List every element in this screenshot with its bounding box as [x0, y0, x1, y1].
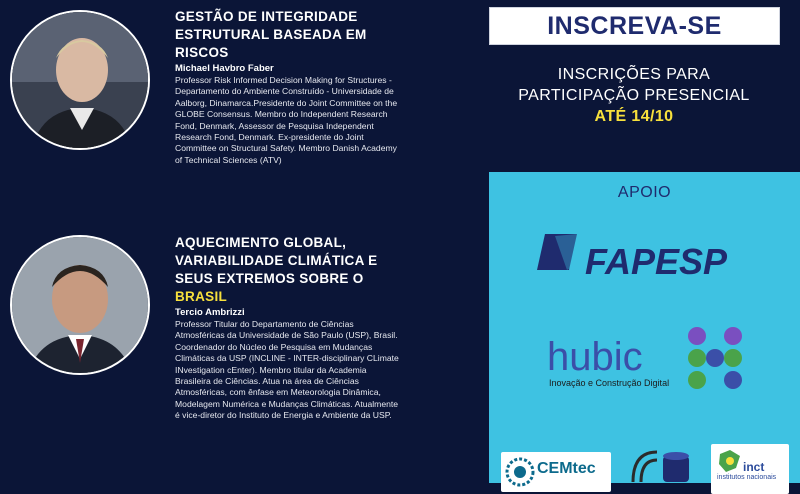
speaker-bio-2: Professor Titular do Departamento de Ciências Atmosféricas da Universidade de São Paulo (USP), Brasil. Coordenador do Núcleo de Pesquisa em Mudanças Climáticas da USP (INCLINE - INTER-disciplinary CLimate INvestigation cEnter). Membro titular da Academia Brasileira de Ciências. Atua na área de Ciências Atmosféricas, com ênfase em Meteorologia Dinâmica, Modelagem Numérica e Mudanças Climáticas. Atualmente é vice-diretor do Instituto de Energia e Ambiente da USP. — [175, 319, 399, 421]
support-label: APOIO — [617, 184, 672, 201]
registration-info — [489, 64, 779, 127]
hubic-wordmark: hubic — [547, 335, 643, 379]
portrait-image — [12, 12, 148, 148]
registration-line-1: INSCRIÇÕES PARA — [557, 66, 711, 83]
register-button[interactable] — [489, 7, 780, 45]
inct-logo[interactable] — [711, 444, 789, 494]
talk-title-2 — [175, 234, 400, 306]
hubic-dot — [688, 371, 706, 389]
fapesp-logo[interactable] — [537, 230, 757, 282]
cemtec-logo[interactable] — [501, 452, 611, 492]
speaker-photo-ambrizzi — [10, 235, 150, 375]
hubic-dot — [724, 349, 742, 367]
institution-emblem-icon[interactable] — [627, 448, 697, 483]
inct-subtitle: institutos nacionais — [717, 474, 777, 481]
cemtec-wordmark: CEMtec — [537, 460, 596, 477]
register-button-label: INSCREVA-SE — [547, 11, 722, 40]
registration-deadline: ATÉ 14/10 — [594, 108, 674, 125]
hubic-dot — [724, 327, 742, 345]
portrait-image — [12, 237, 148, 373]
hubic-dot — [724, 371, 742, 389]
talk-title-2-main: AQUECIMENTO GLOBAL, VARIABILIDADE CLIMÁTICA E SEUS EXTREMOS SOBRE O — [175, 235, 378, 286]
speaker-card-2 — [0, 225, 470, 483]
talk-title-1: GESTÃO DE INTEGRIDADE ESTRUTURAL BASEADA EM RISCOS — [175, 9, 367, 60]
talk-title-2-highlight: BRASIL — [175, 289, 228, 304]
speaker-card-1 — [0, 0, 470, 200]
speaker-name-1: Michael Havbro Faber — [175, 63, 274, 74]
hubic-dot — [688, 349, 706, 367]
brazil-map-icon — [716, 448, 742, 474]
speaker-bio-1: Professor Risk Informed Decision Making for Structures - Departamento do Ambiente Construído - Universidade de Aalborg, Dinamarca.Presidente do Joint Committee on the GLOBE Consensus. Membro do Independent Research Fond, Denmark, Assessor de Pesquisa Independent Research Fond, Denmark. Ex-presidente do Joint Committee on Structural Safety. Membro Danish Academy of Technical Sciences (ATV) — [175, 75, 398, 165]
hubic-tagline: Inovação e Construção Digital — [549, 378, 670, 388]
speaker-photo-faber — [10, 10, 150, 150]
hubic-dot — [706, 349, 724, 367]
support-panel — [489, 172, 800, 483]
registration-line-2: PARTICIPAÇÃO PRESENCIAL — [518, 87, 750, 104]
inct-wordmark: inct — [743, 460, 765, 474]
hubic-dot — [688, 327, 706, 345]
fapesp-wordmark: FAPESP — [585, 241, 728, 282]
speaker-name-2: Tercio Ambrizzi — [175, 307, 245, 318]
